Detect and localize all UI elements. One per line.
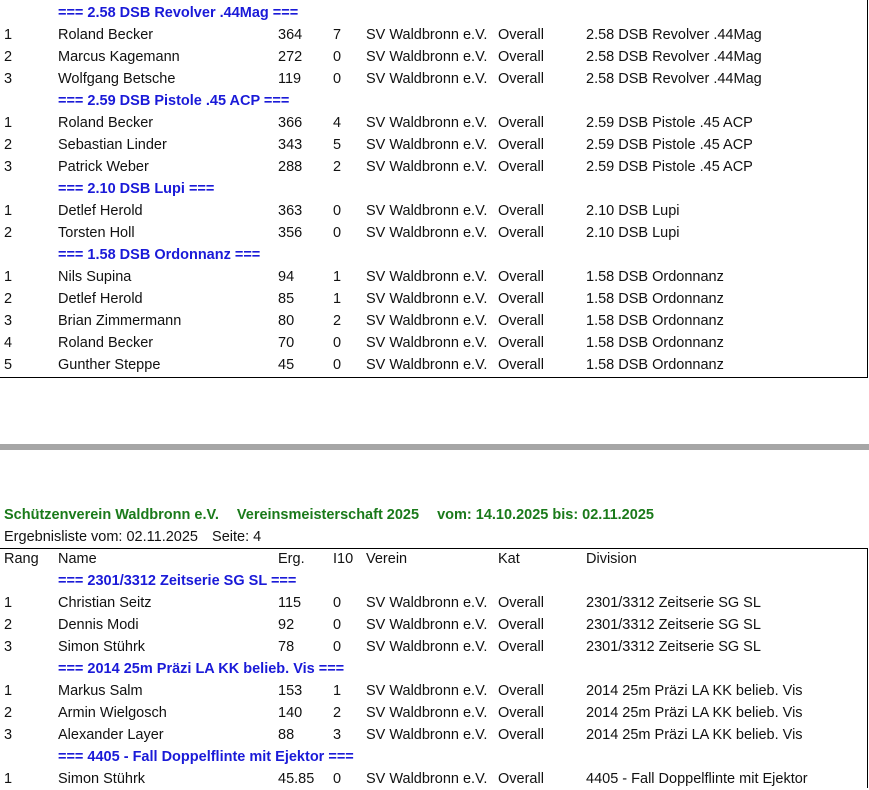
cell-kat: Overall [498,159,544,175]
list-date: Ergebnisliste vom: 02.11.2025 [4,529,198,545]
cell-i10: 5 [333,137,342,153]
cell-erg: 119 [278,71,302,87]
event-name: Vereinsmeisterschaft 2025 [236,507,420,523]
discipline-group-header [0,2,868,24]
cell-verein: SV Waldbronn e.V. [366,313,488,329]
cell-verein: SV Waldbronn e.V. [366,617,488,633]
cell-division: 2.59 DSB Pistole .45 ACP [586,159,753,175]
cell-rang: 1 [4,203,13,219]
cell-i10: 0 [333,71,342,87]
cell-verein: SV Waldbronn e.V. [366,357,488,373]
cell-erg: 115 [278,595,302,611]
cell-kat: Overall [498,269,544,285]
cell-division: 2.59 DSB Pistole .45 ACP [586,115,753,131]
table-row [0,724,868,746]
table-row [0,354,868,376]
cell-division: 1.58 DSB Ordonnanz [586,291,724,307]
cell-rang: 2 [4,225,13,241]
discipline-title: === 4405 - Fall Doppelflinte mit Ejektor === [58,749,354,765]
cell-kat: Overall [498,137,544,153]
cell-division: 2.58 DSB Revolver .44Mag [586,49,762,65]
cell-verein: SV Waldbronn e.V. [366,71,488,87]
cell-division: 2301/3312 Zeitserie SG SL [586,617,761,633]
cell-erg: 288 [278,159,303,175]
cell-name: Dennis Modi [58,617,139,633]
cell-kat: Overall [498,27,544,43]
table-row [0,288,868,310]
cell-i10: 0 [333,357,342,373]
cell-name: Roland Becker [58,27,154,43]
cell-name: Roland Becker [58,335,154,351]
cell-rang: 2 [4,291,13,307]
cell-name: Simon Stührk [58,639,146,655]
cell-i10: 0 [333,225,342,241]
header-name: Name [58,551,97,567]
cell-i10: 1 [333,291,342,307]
table-row [0,200,868,222]
cell-division: 1.58 DSB Ordonnanz [586,269,724,285]
cell-division: 2.59 DSB Pistole .45 ACP [586,137,753,153]
page-separator [0,444,869,450]
cell-erg: 272 [278,49,303,65]
cell-division: 2301/3312 Zeitserie SG SL [586,595,761,611]
table-row [0,614,868,636]
cell-name: Roland Becker [58,115,154,131]
cell-name: Brian Zimmermann [58,313,182,329]
table-row [0,680,868,702]
cell-rang: 1 [4,683,13,699]
cell-name: Alexander Layer [58,727,164,743]
table-row [0,592,868,614]
table-row [0,222,868,244]
cell-i10: 2 [333,313,342,329]
cell-rang: 2 [4,705,13,721]
cell-verein: SV Waldbronn e.V. [366,639,488,655]
cell-i10: 0 [333,617,342,633]
cell-rang: 3 [4,727,13,743]
cell-i10: 2 [333,705,342,721]
cell-verein: SV Waldbronn e.V. [366,203,488,219]
list-meta [4,526,271,548]
cell-erg: 343 [278,137,303,153]
cell-kat: Overall [498,771,544,787]
cell-name: Simon Stührk [58,771,146,787]
cell-rang: 1 [4,595,13,611]
cell-i10: 1 [333,269,342,285]
cell-erg: 366 [278,115,303,131]
cell-rang: 1 [4,771,13,787]
cell-name: Gunther Steppe [58,357,161,373]
table-row [0,134,868,156]
cell-kat: Overall [498,49,544,65]
club-name: Schützenverein Waldbronn e.V. [4,507,219,523]
cell-kat: Overall [498,291,544,307]
cell-division: 2.58 DSB Revolver .44Mag [586,71,762,87]
table-row [0,266,868,288]
discipline-title: === 2.10 DSB Lupi === [58,181,215,197]
cell-kat: Overall [498,71,544,87]
cell-rang: 2 [4,617,13,633]
table-row [0,112,868,134]
cell-rang: 3 [4,639,13,655]
cell-division: 2.58 DSB Revolver .44Mag [586,27,762,43]
cell-kat: Overall [498,727,544,743]
discipline-title: === 2301/3312 Zeitserie SG SL === [58,573,297,589]
discipline-group-header [0,570,868,592]
discipline-title: === 2.58 DSB Revolver .44Mag === [58,5,299,21]
cell-verein: SV Waldbronn e.V. [366,225,488,241]
cell-i10: 0 [333,335,342,351]
discipline-title: === 2.59 DSB Pistole .45 ACP === [58,93,290,109]
cell-name: Marcus Kagemann [58,49,180,65]
cell-erg: 364 [278,27,303,43]
discipline-group-header [0,90,868,112]
cell-erg: 363 [278,203,303,219]
cell-erg: 80 [278,313,295,329]
cell-kat: Overall [498,313,544,329]
cell-erg: 356 [278,225,303,241]
cell-name: Markus Salm [58,683,143,699]
cell-i10: 1 [333,683,342,699]
cell-verein: SV Waldbronn e.V. [366,137,488,153]
table-header-row [0,548,868,570]
cell-erg: 140 [278,705,303,721]
cell-division: 2301/3312 Zeitserie SG SL [586,639,761,655]
discipline-title: === 1.58 DSB Ordonnanz === [58,247,261,263]
cell-verein: SV Waldbronn e.V. [366,159,488,175]
cell-i10: 0 [333,771,342,787]
page-number: Seite: 4 [212,529,262,545]
cell-name: Christian Seitz [58,595,152,611]
cell-kat: Overall [498,595,544,611]
cell-kat: Overall [498,617,544,633]
cell-erg: 85 [278,291,295,307]
cell-erg: 45 [278,357,295,373]
table-row [0,310,868,332]
cell-i10: 0 [333,639,342,655]
cell-name: Torsten Holl [58,225,135,241]
header-verein: Verein [366,551,408,567]
cell-rang: 1 [4,27,13,43]
table-row [0,46,868,68]
cell-erg: 153 [278,683,303,699]
cell-division: 1.58 DSB Ordonnanz [586,313,724,329]
cell-rang: 3 [4,71,13,87]
table-row [0,332,868,354]
cell-verein: SV Waldbronn e.V. [366,115,488,131]
cell-rang: 4 [4,335,13,351]
cell-kat: Overall [498,683,544,699]
cell-name: Detlef Herold [58,291,143,307]
cell-verein: SV Waldbronn e.V. [366,705,488,721]
cell-division: 1.58 DSB Ordonnanz [586,357,724,373]
cell-division: 2.10 DSB Lupi [586,203,680,219]
table-row [0,68,868,90]
discipline-title: === 2014 25m Präzi LA KK belieb. Vis === [58,661,345,677]
cell-i10: 0 [333,49,342,65]
cell-name: Wolfgang Betsche [58,71,176,87]
discipline-group-header [0,178,868,200]
cell-rang: 2 [4,137,13,153]
cell-division: 2.10 DSB Lupi [586,225,680,241]
cell-i10: 2 [333,159,342,175]
cell-kat: Overall [498,705,544,721]
cell-kat: Overall [498,115,544,131]
cell-rang: 1 [4,269,13,285]
cell-i10: 7 [333,27,342,43]
cell-erg: 70 [278,335,295,351]
cell-verein: SV Waldbronn e.V. [366,269,488,285]
table-row [0,636,868,658]
cell-division: 4405 - Fall Doppelflinte mit Ejektor [586,771,808,787]
cell-i10: 0 [333,203,342,219]
cell-name: Armin Wielgosch [58,705,167,721]
cell-i10: 0 [333,595,342,611]
header-division: Division [586,551,637,567]
cell-name: Nils Supina [58,269,132,285]
cell-erg: 92 [278,617,295,633]
header-i10: I10 [333,551,354,567]
header-erg: Erg. [278,551,305,567]
cell-kat: Overall [498,203,544,219]
discipline-group-header [0,658,868,680]
cell-division: 2014 25m Präzi LA KK belieb. Vis [586,683,803,699]
header-kat: Kat [498,551,520,567]
cell-rang: 3 [4,313,13,329]
cell-rang: 5 [4,357,13,373]
cell-erg: 94 [278,269,295,285]
cell-erg: 78 [278,639,295,655]
cell-division: 2014 25m Präzi LA KK belieb. Vis [586,727,803,743]
cell-name: Detlef Herold [58,203,143,219]
cell-erg: 88 [278,727,295,743]
discipline-group-header [0,746,868,768]
cell-verein: SV Waldbronn e.V. [366,683,488,699]
cell-kat: Overall [498,225,544,241]
cell-rang: 1 [4,115,13,131]
cell-rang: 2 [4,49,13,65]
cell-verein: SV Waldbronn e.V. [366,291,488,307]
header-rang: Rang [4,551,39,567]
table-row [0,156,868,178]
cell-division: 1.58 DSB Ordonnanz [586,335,724,351]
cell-verein: SV Waldbronn e.V. [366,27,488,43]
event-period: vom: 14.10.2025 bis: 02.11.2025 [437,507,654,523]
cell-kat: Overall [498,357,544,373]
cell-i10: 3 [333,727,342,743]
cell-verein: SV Waldbronn e.V. [366,595,488,611]
cell-name: Patrick Weber [58,159,149,175]
table-row [0,768,868,790]
table-row [0,24,868,46]
discipline-group-header [0,244,868,266]
cell-division: 2014 25m Präzi LA KK belieb. Vis [586,705,803,721]
cell-verein: SV Waldbronn e.V. [366,727,488,743]
cell-rang: 3 [4,159,13,175]
cell-name: Sebastian Linder [58,137,167,153]
cell-verein: SV Waldbronn e.V. [366,49,488,65]
cell-i10: 4 [333,115,342,131]
cell-verein: SV Waldbronn e.V. [366,335,488,351]
report-header [4,504,668,526]
cell-kat: Overall [498,335,544,351]
cell-verein: SV Waldbronn e.V. [366,771,488,787]
cell-erg: 45.85 [278,771,315,787]
cell-kat: Overall [498,639,544,655]
table-row [0,702,868,724]
